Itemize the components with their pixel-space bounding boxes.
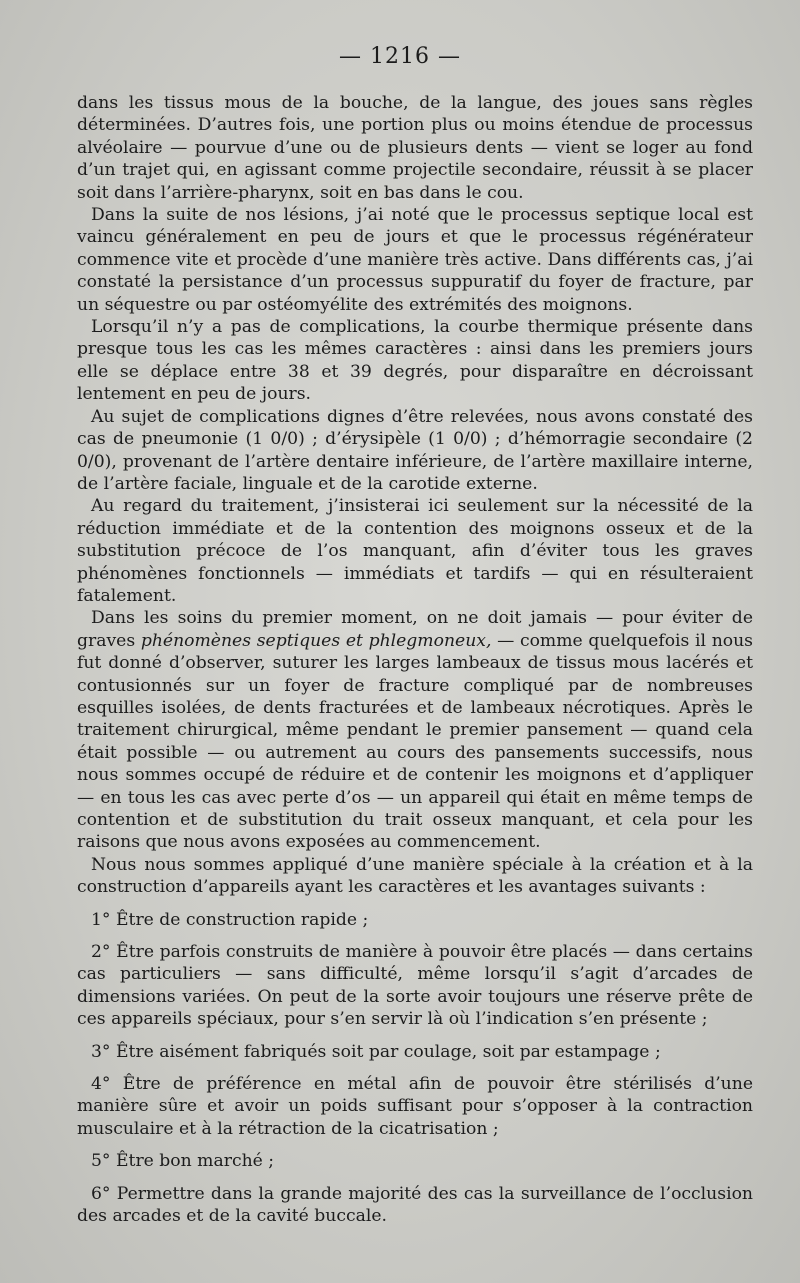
list-item: 4° Être de préférence en métal afin de pouvoir être stérilisés d’une manière sûre et avoir un poids suffisant pour s’opposer à la contraction musculaire et à la rétraction de la cicatrisation ; xyxy=(77,1074,753,1139)
page-number: — 1216 — xyxy=(339,44,461,69)
paragraph: Au regard du traitement, j’insisterai ici seulement sur la nécessité de la réduction immédiate et de la contention des moignons osseux et de la substitution précoce de l’os manquant, afin d’éviter tous les graves phénomènes fonctionnels — immédiats et tardifs — qui en résulteraient fatalement. xyxy=(77,496,753,606)
list-item: 5° Être bon marché ; xyxy=(91,1151,275,1172)
list-item: 3° Être aisément fabriqués soit par coulage, soit par estampage ; xyxy=(91,1041,661,1062)
paragraph-text: Dans les soins du premier moment, on ne doit jamais — pour éviter de graves xyxy=(77,608,753,651)
list-item: 6° Permettre dans la grande majorité des cas la surveillance de l’occlusion des arcades et de la cavité buccale. xyxy=(77,1183,753,1227)
paragraph: Au sujet de complications dignes d’être relevées, nous avons constaté des cas de pneumonie (1 0/0) ; d’érysipèle (1 0/0) ; d’hémorragie secondaire (2 0/0), provenant de l’artère dentaire inférieure, de l’artère maxillaire interne, de l’artère faciale, linguale et de la carotide externe. xyxy=(77,406,753,494)
italic-phrase: phénomènes septiques et phlegmoneux, xyxy=(140,630,492,651)
list-item: 1° Être de construction rapide ; xyxy=(91,909,369,930)
body-text xyxy=(77,92,753,1228)
paragraph: Nous nous sommes appliqué d’une manière spéciale à la création et à la construction d’appareils ayant les caractères et les avantages suivants : xyxy=(77,854,753,898)
list-item: 2° Être parfois construits de manière à pouvoir être placés — dans certains cas particuliers — sans difficulté, même lorsqu’il s’agit d’arcades de dimensions variées. On peut de la sorte avoir toujours une réserve prête de ces appareils spéciaux, pour s’en servir là où l’indication s’en présente ; xyxy=(77,942,753,1030)
paragraph: Dans la suite de nos lésions, j’ai noté que le processus septique local est vaincu généralement en peu de jours et que le processus régénérateur commence vite et procède d’une manière très active. Dans différents cas, j’ai constaté la persistance d’un processus suppuratif du foyer de fracture, par un séquestre ou par ostéomyélite des extrémités des moignons. xyxy=(77,205,753,315)
paragraph-text: — comme quelquefois il nous fut donné d’observer, suturer les larges lambeaux de tissus mous lacérés et contusionnés sur un foyer de fracture compliqué par de nombreuses esquilles isolées, de dents fracturées et de lambeaux nécrotiques. Après le traitement chirurgical, même pendant le premier pansement — quand cela était possible — ou autrement au cours des pansements successifs, nous nous sommes occupé de réduire et de contenir les moignons et d’appliquer — en tous les cas avec perte d’os — un appareil qui était en même temps de contention et de substitution du trait osseux manquant, et cela pour les raisons que nous avons exposées au commencement. xyxy=(77,630,754,853)
paragraph: Lorsqu’il n’y a pas de complications, la courbe thermique présente dans presque tous les cas les mêmes caractères : ainsi dans les premiers jours elle se déplace entre 38 et 39 degrés, pour disparaître en décroissant lentement en peu de jours. xyxy=(77,317,753,405)
paragraph: dans les tissus mous de la bouche, de la langue, des joues sans règles déterminées. D’autres fois, une portion plus ou moins étendue de processus alvéolaire — pourvue d’une ou de plusieurs dents — vient se loger au fond d’un trajet qui, en agissant comme projectile secondaire, réussit à se placer soit dans l’arrière-pharynx, soit en bas dans le cou. xyxy=(77,93,753,203)
paragraph xyxy=(77,607,753,853)
